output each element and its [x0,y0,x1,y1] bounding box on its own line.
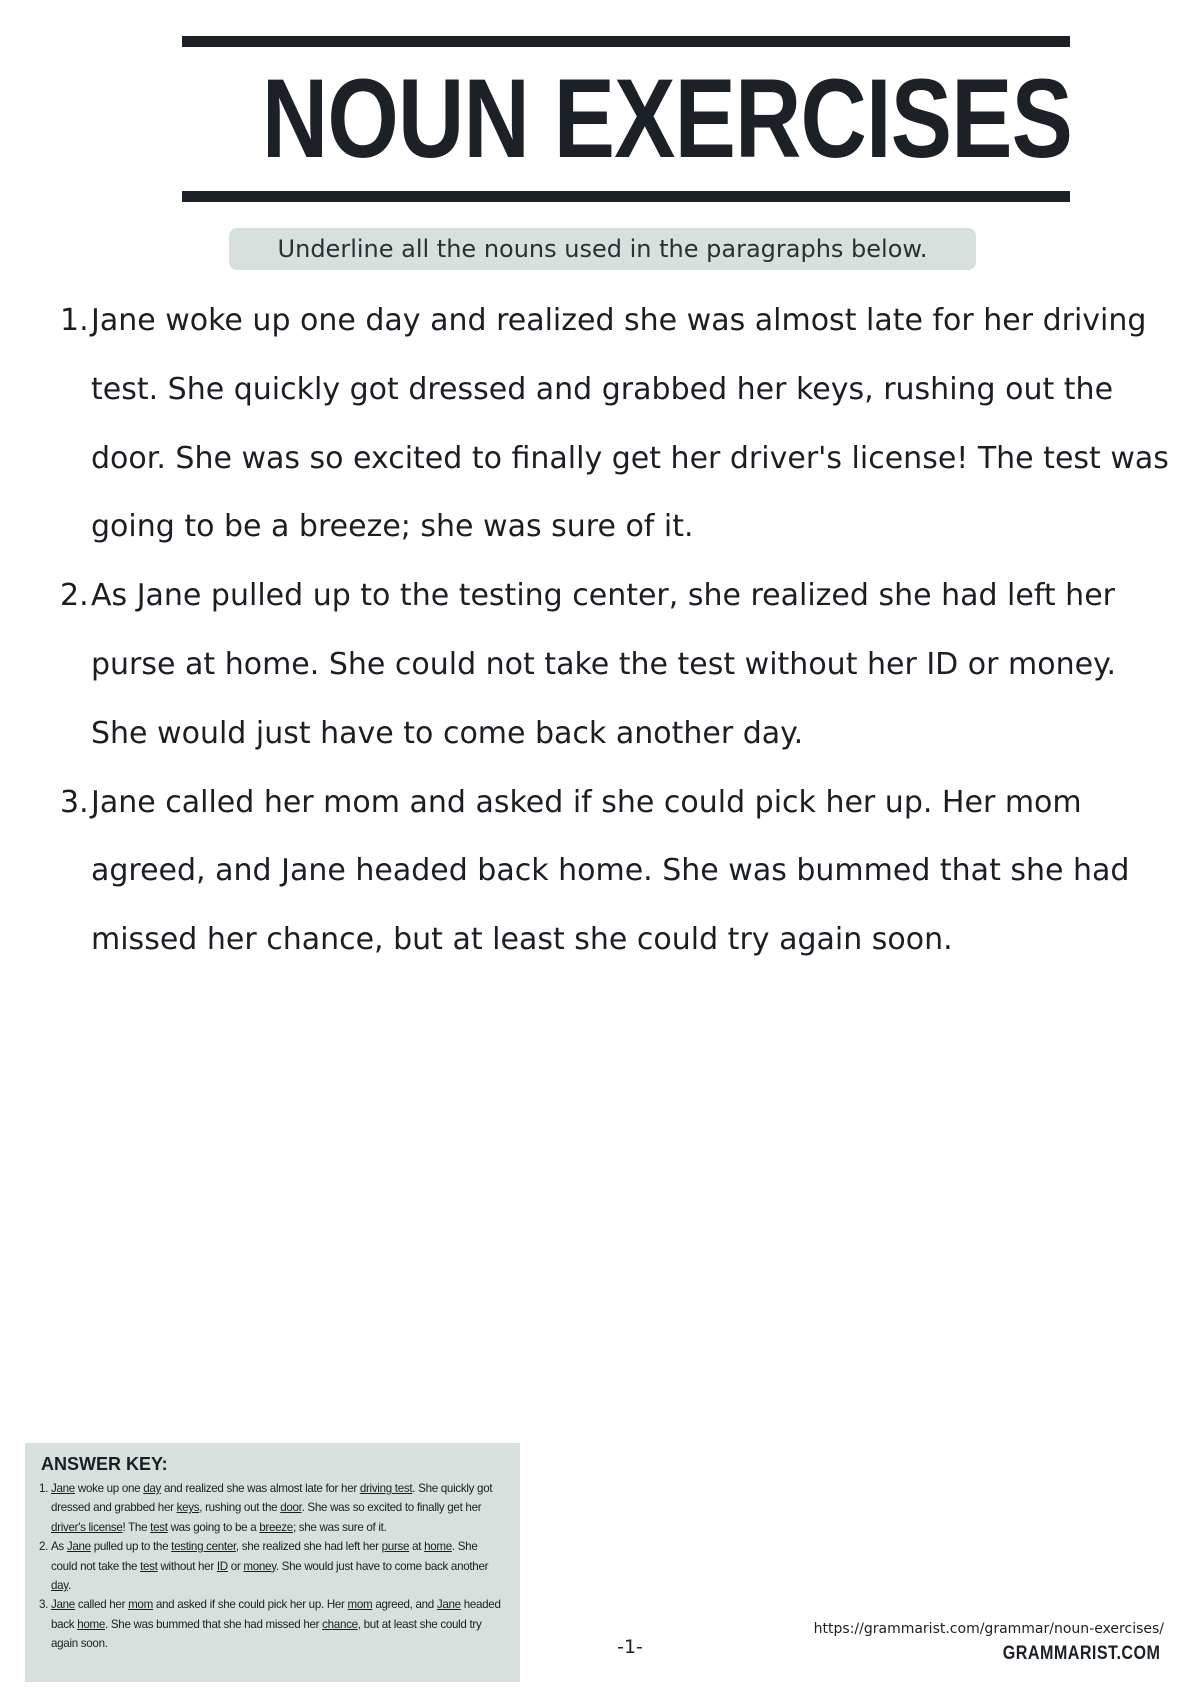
instruction-banner: Underline all the nouns used in the paragraphs below. [229,228,976,270]
underlined-noun: purse [381,1540,410,1554]
answer-key-number: 1. [39,1482,49,1495]
exercise-number: 3. [60,784,89,820]
answer-key-text: Jane called her mom and asked if she could pick her up. Her mom agreed, and Jane headed back home. She was bummed that she had missed her chance, but at least she could try again soon. [51,1598,501,1651]
brand-logo: GRAMMARIST.COM [1002,1643,1160,1664]
answer-key-number: 3. [39,1598,49,1612]
exercise-item [60,769,1180,975]
underlined-noun: ID [216,1559,228,1573]
underlined-noun: Jane [66,1540,91,1554]
answer-key-text: As Jane pulled up to the testing center, she realized she had left her purse at home. She could not take the test without her ID or money. She would just have to come back another day. [51,1540,489,1593]
underlined-noun: home [77,1617,106,1631]
title-bottom-rule [182,191,1070,202]
answer-key-item [39,1479,506,1537]
underlined-noun: test [150,1520,168,1534]
exercise-item [60,562,1180,768]
answer-key-item [39,1537,506,1595]
exercise-number: 2. [60,578,89,614]
answer-key-box [25,1443,520,1682]
underlined-noun: door [280,1501,302,1515]
title-banner [182,36,1073,202]
underlined-noun: driving test [359,1482,413,1495]
title-top-rule [182,36,1070,47]
underlined-noun: Jane [436,1598,461,1612]
underlined-noun: keys [176,1501,200,1515]
exercise-number: 1. [60,303,89,338]
answer-key-item [39,1595,506,1653]
exercise-text: Jane called her mom and asked if she could pick her up. Her mom agreed, and Jane headed back home. She was bummed that she had missed her chance, but at least she could try again soon. [91,784,1130,958]
answer-key-number: 2. [39,1540,49,1554]
exercise-text: Jane woke up one day and realized she was almost late for her driving test. She quickly got dressed and grabbed her keys, rushing out the door. She was so excited to finally get her driver's license! The test was going to be a breeze; she was sure of it. [91,303,1169,545]
underlined-noun: Jane [51,1598,75,1612]
page-title: NOUN EXERCISES [261,56,1073,181]
underlined-noun: testing center [171,1540,236,1554]
page-number: -1- [617,1636,643,1658]
underlined-noun: home [424,1540,452,1554]
answer-key-title: ANSWER KEY: [41,1454,168,1474]
source-url: https://grammarist.com/grammar/noun-exercises/ [813,1621,1164,1637]
underlined-noun: test [140,1559,158,1573]
exercise-list [60,287,1180,975]
underlined-noun: day [51,1579,68,1593]
underlined-noun: day [143,1482,162,1495]
underlined-noun: mom [347,1598,373,1612]
underlined-noun: mom [128,1598,153,1612]
answer-key-text: Jane woke up one day and realized she was almost late for her driving test. She quickly got dressed and grabbed her keys, rushing out the door. She was so excited to finally get her driver's license! The test was going to be a breeze; she was sure of it. [51,1482,493,1534]
answer-key-list [39,1479,506,1654]
exercise-text: As Jane pulled up to the testing center, she realized she had left her purse at home. She could not take the test without her ID or money. She would just have to come back another day. [91,578,1117,751]
underlined-noun: chance [322,1617,358,1631]
underlined-noun: breeze [259,1520,293,1534]
underlined-noun: money [243,1559,276,1573]
underlined-noun: driver's license [51,1520,123,1534]
exercise-item [60,287,1180,562]
underlined-noun: Jane [51,1482,75,1495]
